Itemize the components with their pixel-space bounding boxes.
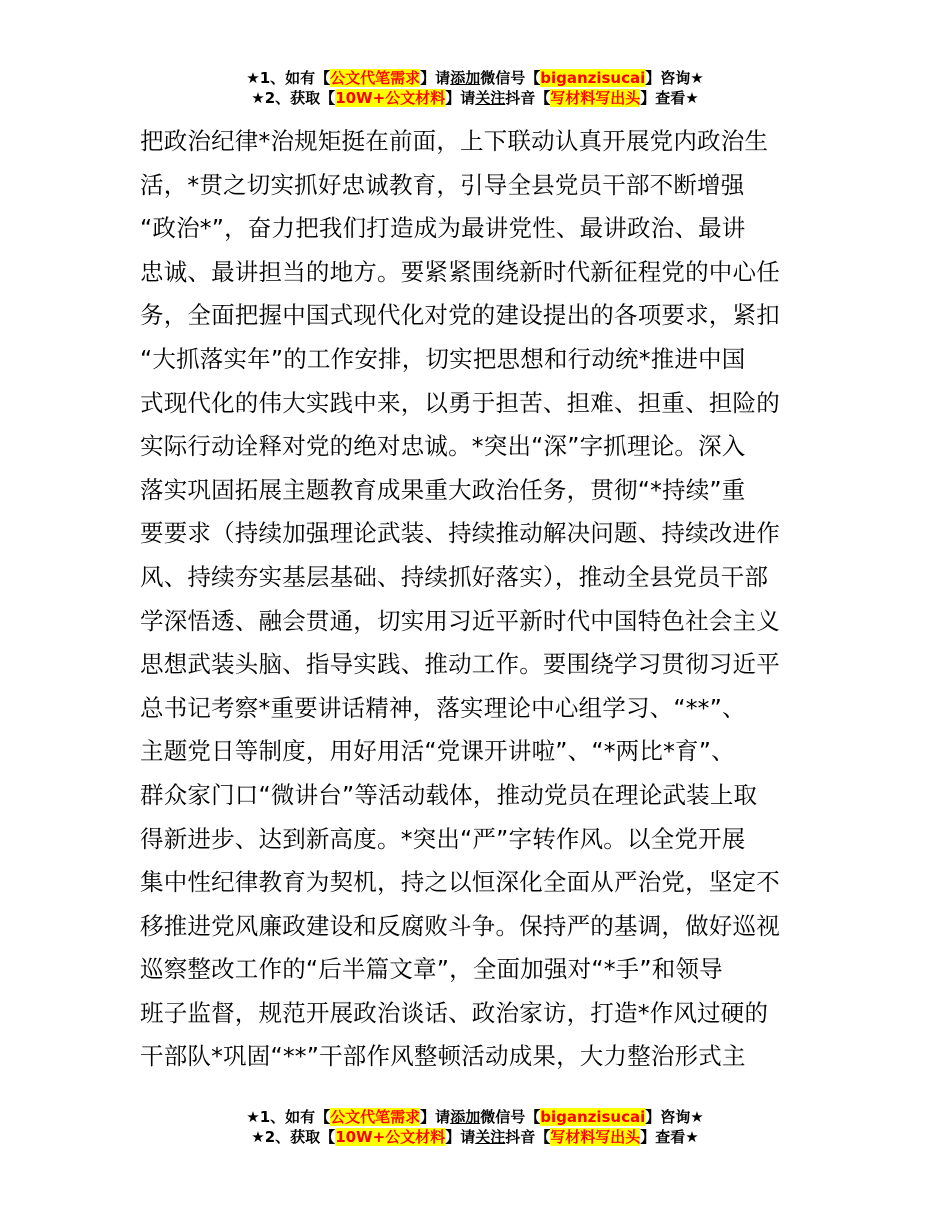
text-line: 群众家门口“微讲台”等活动载体，推动党员在理论武装上取 — [140, 780, 758, 809]
banner-highlight: 10W+公文材料 — [335, 89, 446, 107]
banner-highlight: 10W+公文材料 — [335, 1128, 446, 1146]
banner-text: 】请 — [420, 1108, 451, 1126]
document-body — [140, 120, 820, 1079]
banner-text: 】查看★ — [640, 89, 699, 107]
text-line: 要要求（持续加强理论武装、持续推动解决问题、持续改进作 — [140, 519, 780, 548]
banner-text: 】咨询★ — [645, 69, 704, 87]
banner-text: 】请 — [445, 1128, 476, 1146]
banner-text: 抖音【 — [505, 1128, 551, 1146]
text-line: “政治*”，奋力把我们打造成为最讲党性、最讲政治、最讲 — [140, 214, 746, 243]
text-line: 实际行动诠释对党的绝对忠诚。*突出“深”字抓理论。深入 — [140, 432, 746, 461]
text-line: 集中性纪律教育为契机，持之以恒深化全面从严治党，坚定不 — [140, 868, 780, 897]
banner-highlight: biganzisucai — [540, 1108, 646, 1126]
banner-line-2 — [0, 88, 950, 108]
text-line: 务，全面把握中国式现代化对党的建设提出的各项要求，紧扣 — [140, 301, 780, 330]
banner-text: 】咨询★ — [645, 1108, 704, 1126]
banner-highlight: 公文代笔需求 — [330, 1108, 421, 1126]
text-line: 干部队*巩固“**”干部作风整顿活动成果，大力整治形式主 — [140, 1042, 746, 1071]
text-line: 得新进步、达到新高度。*突出“严”字转作风。以全党开展 — [140, 824, 746, 853]
banner-underlined-text: 关注 — [475, 1128, 506, 1146]
banner-underlined-text: 添加 — [450, 1108, 481, 1126]
text-line: 把政治纪律*治规矩挺在前面，上下联动认真开展党内政治生 — [140, 127, 769, 155]
text-line: 思想武装头脑、指导实践、推动工作。要围绕学习贯彻习近平 — [140, 650, 780, 679]
banner-text: 抖音【 — [505, 89, 551, 107]
text-line: 移推进党风廉政建设和反腐败斗争。保持严的基调，做好巡视 — [140, 911, 780, 940]
banner-highlight: 写材料写出头 — [550, 1128, 641, 1146]
text-line: 活，*贯之切实抓好忠诚教育，引导全县党员干部不断增强 — [140, 170, 745, 199]
banner-line-2 — [0, 1127, 950, 1147]
banner-underlined-text: 关注 — [475, 89, 506, 107]
banner-text: 微信号【 — [480, 1108, 541, 1126]
banner-text: ★2、获取【 — [251, 1128, 336, 1146]
text-line: 式现代化的伟大实践中来，以勇于担苦、担难、担重、担险的 — [140, 388, 780, 417]
banner-text: 】请 — [420, 69, 451, 87]
banner-highlight: 写材料写出头 — [550, 89, 641, 107]
text-line: 忠诚、最讲担当的地方。要紧紧围绕新时代新征程党的中心任 — [140, 257, 780, 286]
text-line: “大抓落实年”的工作安排，切实把思想和行动统*推进中国 — [140, 344, 746, 373]
banner-highlight: biganzisucai — [540, 69, 646, 87]
banner-line-1 — [0, 68, 950, 88]
text-line: 巡察整改工作的“后半篇文章”，全面加强对“*手”和领导 — [140, 955, 723, 984]
banner-text: ★1、如有【 — [246, 1108, 331, 1126]
banner-text: 】查看★ — [640, 1128, 699, 1146]
banner-text: 微信号【 — [480, 69, 541, 87]
banner-text: ★2、获取【 — [251, 89, 336, 107]
text-line: 学深悟透、融会贯通，切实用习近平新时代中国特色社会主义 — [140, 606, 780, 635]
banner-text: 】请 — [445, 89, 476, 107]
footer-banner — [0, 1107, 950, 1147]
text-line: 落实巩固拓展主题教育成果重大政治任务，贯彻“*持续”重 — [140, 475, 746, 504]
banner-line-1 — [0, 1107, 950, 1127]
text-line: 主题党日等制度，用好用活“党课开讲啦”、“*两比*育”、 — [140, 737, 735, 766]
text-line: 总书记考察*重要讲话精神，落实理论中心组学习、“**”、 — [140, 693, 746, 722]
text-line: 风、持续夯实基层基础、持续抓好落实），推动全县党员干部 — [140, 562, 769, 591]
text-line: 班子监督，规范开展政治谈话、政治家访，打造*作风过硬的 — [140, 998, 769, 1027]
banner-text: ★1、如有【 — [246, 69, 331, 87]
banner-underlined-text: 添加 — [450, 69, 481, 87]
banner-highlight: 公文代笔需求 — [330, 69, 421, 87]
header-banner — [0, 68, 950, 108]
